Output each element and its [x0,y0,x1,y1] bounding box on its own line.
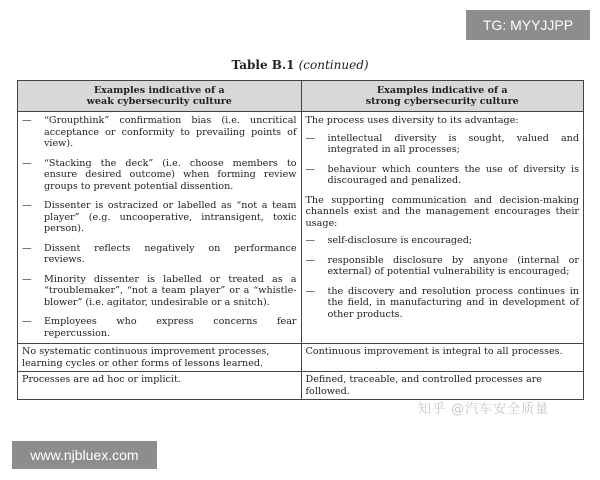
header-strong-line1: Examples indicative of a [376,84,508,96]
header-weak-line2: weak cybersecurity culture [86,96,232,107]
weak-item-text: Employees who express concerns fear repercussion. [44,316,297,339]
dash-bullet: — [22,273,32,285]
weak-item-text: Dissent reflects negatively on performance reviews. [44,242,297,265]
header-weak [18,81,302,112]
list-item [22,316,297,339]
tg-badge: TG: MYYJJPP [466,10,590,40]
dash-bullet: — [22,242,32,254]
weak-item-text: Dissenter is ostracized or labelled as “not a team player” (e.g. uncooperative, intransigent, toxic person). [44,200,297,234]
dash-bullet: — [305,235,316,246]
weak-culture-cell [18,112,302,344]
list-item [306,286,580,321]
table-title-suffix: (continued) [298,58,369,72]
strong-culture-cell [301,112,584,344]
table-row [18,344,584,372]
strong-item-text: intellectual diversity is sought, valued and integrated in all processes; [327,132,579,155]
list-item [22,158,297,193]
list-item [22,274,297,309]
strong-item-text: self-disclosure is encouraged; [327,235,473,246]
table-row [18,372,584,400]
watermark: 知乎 @汽车安全质量 [418,402,550,417]
dash-bullet: — [305,254,316,266]
list-item [22,200,297,235]
list-item [306,255,580,278]
weak-item-text: “Stacking the deck” (i.e. choose members to ensure desired outcome) when forming review groups to prevent potential dissention. [44,157,297,192]
dash-bullet: — [305,132,316,144]
improvement-strong-cell: Continuous improvement is integral to all processes. [301,344,584,372]
table-row [18,112,584,344]
strong-item-text: the discovery and resolution process continues in the field, in manufacturing and in development of other products. [327,285,579,320]
list-item [306,235,580,247]
dash-bullet: — [305,163,316,175]
strong-item-text: behaviour which counters the use of diversity is discouraged and penalized. [327,163,579,186]
list-item [306,133,580,156]
header-weak-line1: Examples indicative of a [93,84,225,96]
dash-bullet: — [22,316,32,327]
dash-bullet: — [305,285,316,297]
list-item [306,164,580,187]
weak-item-text: Minority dissenter is labelled or treated as a “troublemaker”, “not a team player” or a “whistle-blower” (i.e. agitator, undesirable or a snitch). [44,273,297,308]
improvement-weak-cell: No systematic continuous improvement processes, learning cycles or other forms of lessons learned. [18,344,302,372]
table-title [0,58,600,72]
dash-bullet: — [22,115,32,126]
process-strong-cell: Defined, traceable, and controlled processes are followed. [301,372,584,400]
weak-item-text: “Groupthink” confirmation bias (i.e. uncritical acceptance or conformity to prevailing points of view). [44,115,297,149]
header-row [18,81,584,112]
list-item [22,115,297,150]
header-strong-line2: strong cybersecurity culture [365,96,519,107]
table-title-label: Table B.1 [231,58,295,72]
process-weak-cell: Processes are ad hoc or implicit. [18,372,302,400]
strong-intro-diversity: The process uses diversity to its advantage: [305,115,519,126]
site-badge: www.njbluex.com [12,441,157,469]
dash-bullet: — [22,157,32,169]
dash-bullet: — [22,200,32,211]
list-item [22,243,297,266]
strong-item-text: responsible disclosure by anyone (internal or external) of potential vulnerability is encouraged; [327,254,579,277]
culture-table [17,80,584,400]
header-strong [301,81,584,112]
strong-intro-channels: The supporting communication and decision-making channels exist and the management encourages their usage: [305,194,579,229]
